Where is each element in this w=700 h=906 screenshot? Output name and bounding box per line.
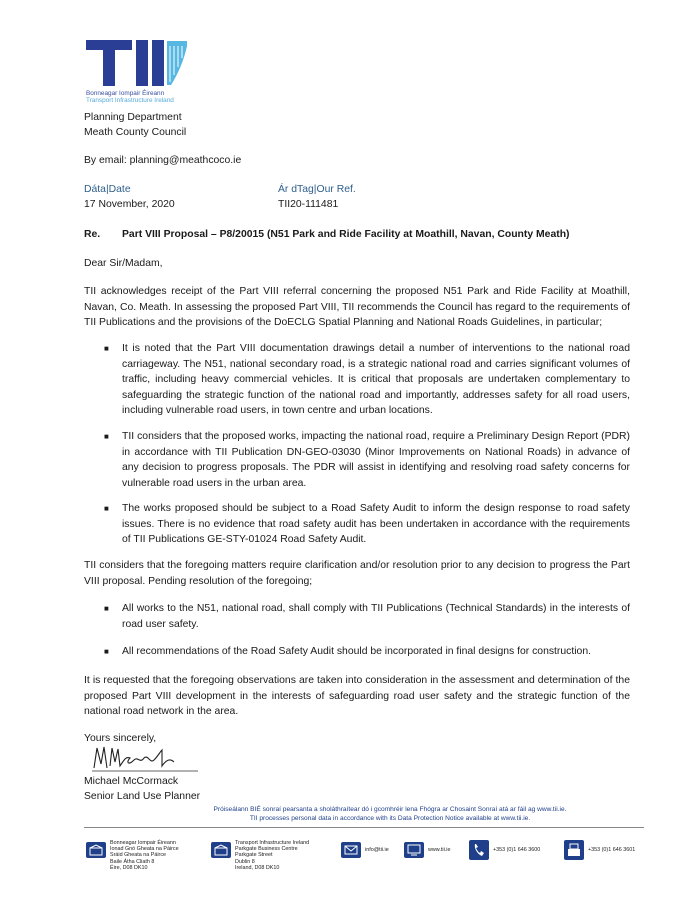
tii-logo (86, 40, 196, 110)
closing-paragraph: It is requested that the foregoing observations are taken into consideration in the assessment and determination of the proposed Part VIII development in the interests of safeguarding road user safety and the strategic function of the national road network in the area. (84, 675, 630, 718)
signoff: Yours sincerely, (84, 733, 157, 744)
logo-line-english: Transport Infrastructure Ireland (86, 97, 174, 104)
logo-bar-i2 (152, 40, 164, 86)
bullet-icon: ■ (104, 504, 109, 513)
recipient-line-2: Meath County Council (84, 127, 187, 138)
bullet-icon: ■ (104, 604, 109, 613)
bullet-icon: ■ (104, 344, 109, 353)
email-icon (341, 842, 361, 858)
re-label: Re. (84, 229, 101, 240)
date-value: 17 November, 2020 (84, 199, 175, 210)
list-item: ■ The works proposed should be subject to a Road Safety Audit to inform the design response to road safety issues. There is no evidence that road safety audit has been undertaken in accordance with the requirements of TII Publications GE-STY-01024 Road Safety Audit. (104, 503, 630, 546)
building-icon (211, 842, 231, 858)
recipient-line-1: Planning Department (84, 112, 182, 123)
disclaimer-irish: Próiseálann BIÉ sonraí pearsanta a sholáthraítear dó i gcomhréir lena Fhógra ar Chosaint Sonraí atá ar fáil ag www.tii.ie. (213, 806, 567, 813)
footer-phone: +353 (0)1 646 3600 (493, 847, 541, 853)
intro-paragraph: TII acknowledges receipt of the Part VIII referral concerning the proposed N51 Park and Ride Facility at Moathill, Navan, Co. Meath. In assessing the proposed Part VIII, TII recommends the Council has regard to the requirements of TII Publications and the provisions of the DoECLG Spatial Planning and National Roads Guidelines, in particular; (84, 286, 630, 329)
footer-address-english: Transport Infrastructure Ireland Parkgate Business Centre Parkgate Street Dublin 8 Ireland, D08 DK10 (235, 840, 310, 871)
list-item: ■ It is noted that the Part VIII documentation drawings detail a number of interventions to the national road carriageway. The N51, national secondary road, is a strategic national road and carries significant volumes of traffic, including heavy commercial vehicles. It is critical that proposals are undertaken complementary to safeguarding the strategic function of the national road and importantly, addresses safety for all road users, including vulnerable road users, in town centre and urban locations. (104, 343, 630, 417)
building-icon (86, 842, 106, 858)
bullet-icon: ■ (104, 432, 109, 441)
footer-web[interactable]: www.tii.ie (428, 847, 451, 853)
phone-icon (469, 840, 489, 860)
footer-divider (84, 827, 644, 828)
middle-paragraph: TII considers that the foregoing matters require clarification and/or resolution prior to any decision to progress the Part VIII proposal. Pending resolution of the foregoing; (84, 560, 630, 587)
signer-title: Senior Land Use Planner (84, 791, 201, 802)
date-label: Dáta|Date (84, 184, 131, 195)
salutation: Dear Sir/Madam, (84, 258, 163, 269)
list-item: ■ All works to the N51, national road, shall comply with TII Publications (Technical Standards) in the interests of road user safety. (104, 603, 630, 630)
list-item: ■ All recommendations of the Road Safety Audit should be incorporated in final designs for construction. (104, 644, 630, 660)
logo-mark-text (86, 40, 87, 41)
footer-email[interactable]: info@tii.ie (365, 847, 389, 853)
web-icon (404, 842, 424, 858)
harp-icon (166, 40, 188, 86)
signer-name: Michael McCormack (84, 776, 179, 787)
signature-image (90, 742, 200, 774)
email-line: By email: planning@meathcoco.ie (84, 155, 242, 166)
footer-address-irish: Bonneagar Iompair Éireann Ionad Gnó Gheata na Páirce Sráid Gheata na Páirce Baile Átha Cliath 8 Éire, D08 DK10 (110, 840, 179, 871)
list-item: ■ TII considers that the proposed works, impacting the national road, require a Preliminary Design Report (PDR) in accordance with TII Publication DN-GEO-03030 (Minor Improvements on National Roads) in advance of any decision to progress proposals. The PDR will assist in identifying and resolving road safety concerns for vulnerable road users in the urban area. (104, 431, 630, 489)
logo-line-irish: Bonneagar Iompair Éireann (86, 90, 165, 97)
logo-bar-i1 (136, 40, 148, 86)
logo-bar-t-stem (103, 40, 115, 86)
footer-fax: +353 (0)1 646 3601 (588, 847, 636, 853)
fax-icon (564, 840, 584, 860)
ref-value: TII20-111481 (278, 199, 339, 210)
re-subject: Part VIII Proposal – P8/20015 (N51 Park and Ride Facility at Moathill, Navan, County Meath) (122, 229, 570, 240)
disclaimer-english: TII processes personal data in accordance with its Data Protection Notice available at www.tii.ie. (249, 815, 531, 822)
ref-label: Ár dTag|Our Ref. (278, 184, 356, 195)
bullet-icon: ■ (104, 647, 109, 656)
